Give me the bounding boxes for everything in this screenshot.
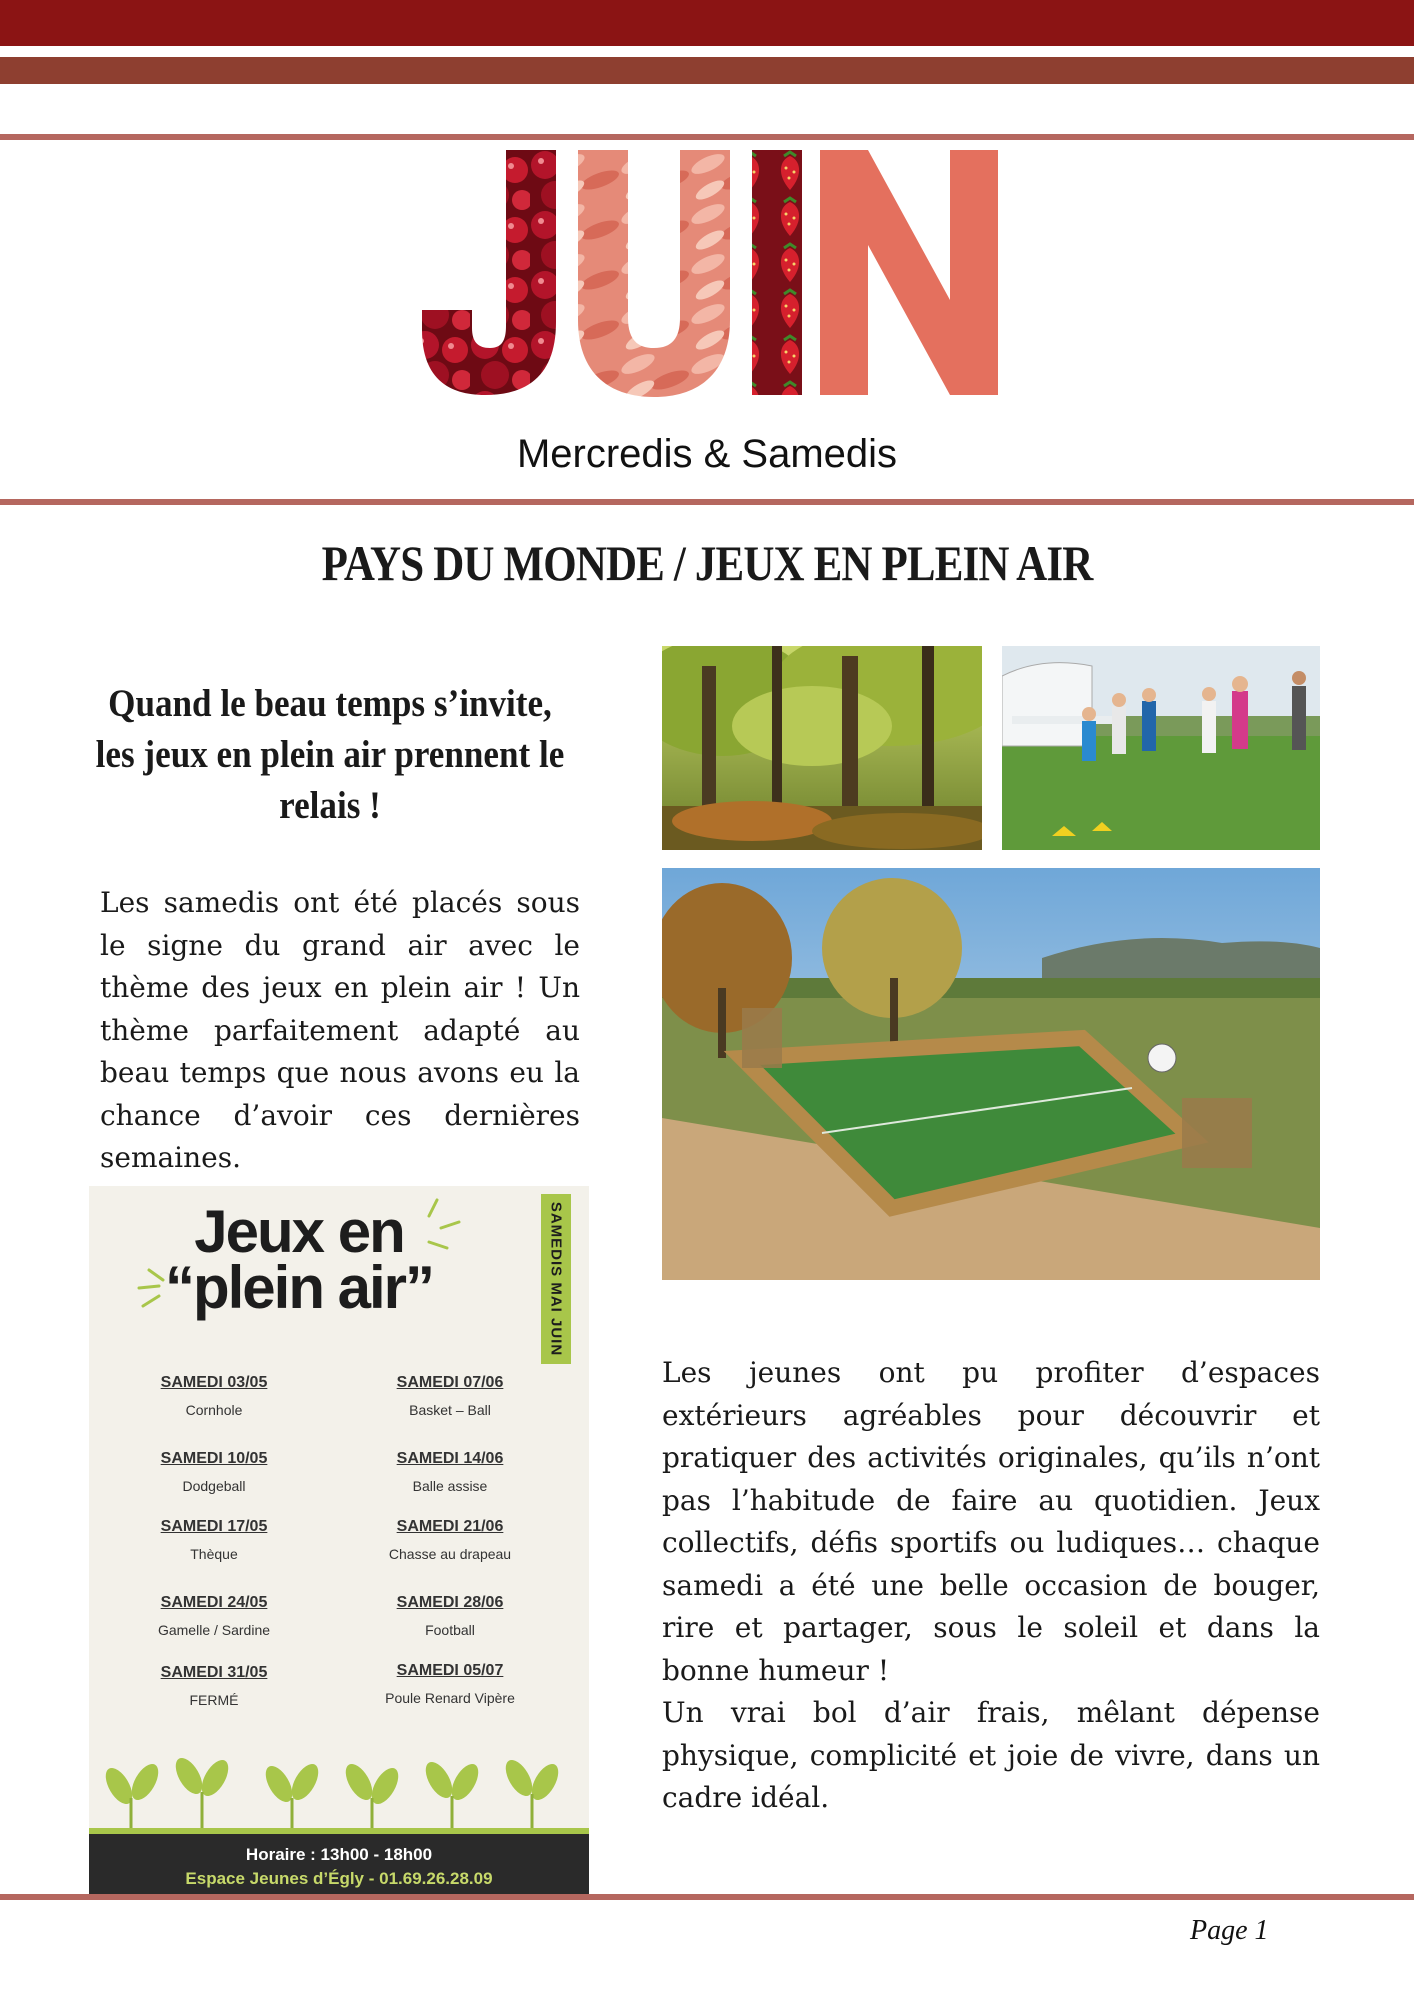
sprouts-icon bbox=[89, 1746, 589, 1836]
schedule-date: SAMEDI 17/05 bbox=[160, 1518, 268, 1535]
header-rule bbox=[0, 134, 1414, 140]
schedule-date: SAMEDI 07/06 bbox=[396, 1374, 504, 1391]
schedule-date: SAMEDI 10/05 bbox=[160, 1450, 268, 1467]
poster-title-line1: Jeux en bbox=[194, 1198, 404, 1265]
poster-contact: Espace Jeunes d’Égly - 01.69.26.28.09 bbox=[185, 1869, 493, 1888]
schedule-entry bbox=[350, 1594, 550, 1638]
schedule-date: SAMEDI 05/07 bbox=[396, 1662, 504, 1679]
schedule-activity: Thèque bbox=[190, 1546, 238, 1562]
kids-playing-photo bbox=[1002, 646, 1320, 850]
poster-title bbox=[89, 1198, 509, 1321]
schedule-activity: Football bbox=[425, 1622, 475, 1638]
poster-side-text: SAMEDIS MAI JUIN bbox=[547, 1201, 565, 1357]
schedule-entry bbox=[114, 1450, 314, 1494]
subtitle-rule bbox=[0, 499, 1414, 505]
schedule-entry bbox=[350, 1374, 550, 1418]
header-top-bar bbox=[0, 0, 1414, 46]
schedule-entry bbox=[114, 1664, 314, 1708]
schedule-date: SAMEDI 24/05 bbox=[160, 1594, 268, 1611]
poster-side-label bbox=[541, 1194, 571, 1364]
schedule-entry bbox=[114, 1594, 314, 1638]
paragraph-activities: Les jeunes ont pu profiter d’espaces extérieurs agréables pour découvrir et pratiquer des activités originales, qu’ils n’ont pas l’habitude de faire au quotidien. Jeux collectifs, défis sportifs ou ludiques… chaque samedi a été une belle occasion de bouger, rire et partager, sous le soleil et dans la bonne humeur ! bbox=[662, 1356, 1320, 1687]
page-subtitle: Mercredis & Samedis bbox=[516, 432, 898, 476]
schedule-entry bbox=[114, 1374, 314, 1418]
forest-photo bbox=[662, 646, 982, 850]
page-title bbox=[410, 150, 1010, 410]
schedule-entry bbox=[350, 1450, 550, 1494]
poster-title-line2: “plein air” bbox=[164, 1254, 434, 1321]
schedule-entry bbox=[114, 1518, 314, 1562]
activity-poster bbox=[89, 1186, 589, 1898]
title-letters bbox=[410, 150, 1010, 410]
paragraph-intro: Les samedis ont été placés sous le signe du grand air avec le thème des jeux en plein air ! Un thème parfaitement adapté au beau temps que nous avons eu la chance d’avoir ces dernières semaines. bbox=[100, 886, 580, 1174]
section-tagline: Quand le beau temps s’invite, les jeux en plein air prennent le relais ! bbox=[95, 682, 565, 827]
page-number: Page 1 bbox=[1190, 1915, 1269, 1946]
footer-rule bbox=[0, 1894, 1414, 1900]
schedule-entry bbox=[350, 1518, 550, 1562]
schedule-activity: Poule Renard Vipère bbox=[385, 1690, 515, 1706]
section-headline: PAYS DU MONDE / JEUX EN PLEIN AIR bbox=[321, 535, 1093, 591]
sports-field-photo bbox=[662, 868, 1320, 1280]
schedule-date: SAMEDI 03/05 bbox=[160, 1374, 268, 1391]
schedule-activity: Gamelle / Sardine bbox=[157, 1622, 271, 1638]
schedule-entry bbox=[350, 1662, 550, 1706]
schedule-activity: Balle assise bbox=[412, 1478, 488, 1494]
schedule-date: SAMEDI 28/06 bbox=[396, 1594, 504, 1611]
schedule-activity: Basket – Ball bbox=[409, 1402, 491, 1418]
schedule-activity: Chasse au drapeau bbox=[388, 1546, 512, 1562]
schedule-activity: FERMÉ bbox=[189, 1692, 239, 1708]
schedule-activity: Cornhole bbox=[185, 1402, 243, 1418]
schedule-date: SAMEDI 31/05 bbox=[160, 1664, 268, 1681]
schedule-date: SAMEDI 21/06 bbox=[396, 1518, 504, 1535]
schedule-activity: Dodgeball bbox=[182, 1478, 246, 1494]
poster-hours: Horaire : 13h00 - 18h00 bbox=[245, 1845, 433, 1864]
poster-footer bbox=[89, 1834, 589, 1898]
schedule-date: SAMEDI 14/06 bbox=[396, 1450, 504, 1467]
header-second-bar bbox=[0, 57, 1414, 84]
paragraph-conclusion: Un vrai bol d’air frais, mêlant dépense physique, complicité et joie de vivre, dans un cadre idéal. bbox=[662, 1696, 1320, 1814]
